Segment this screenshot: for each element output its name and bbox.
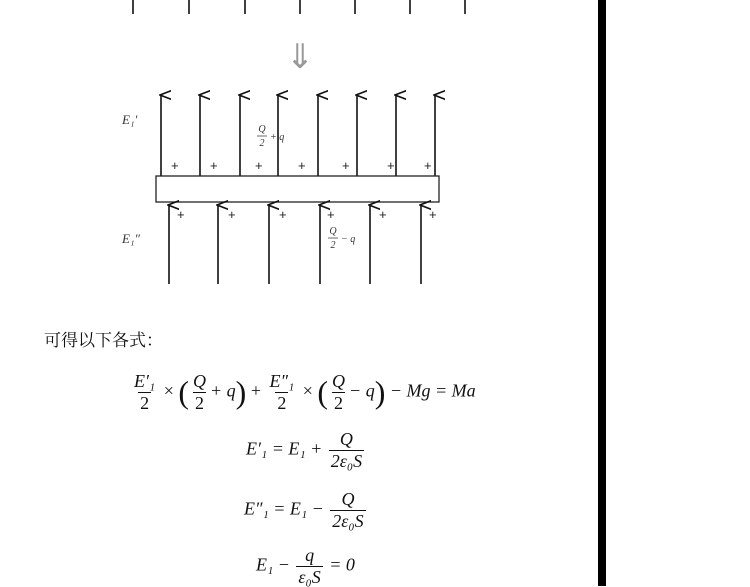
fraction-q-half-a: $\frac{Q}{2}$ [193, 371, 207, 413]
svg-text:2: 2 [259, 138, 265, 149]
top-field-lines [133, 0, 465, 14]
charges-bottom [177, 207, 437, 222]
label-e1-prime: E₁′ [122, 112, 138, 127]
fraction-q-half-b: $\frac{Q}{2}$ [332, 371, 346, 413]
svg-text:2: 2 [330, 240, 336, 251]
svg-text:+: + [342, 158, 350, 173]
svg-text:+: + [327, 207, 335, 222]
bottom-charge-label [328, 226, 355, 251]
equation-e1-zero: E₁ − $\frac{q}{\text{ε₀S}}$ = 0 [256, 545, 355, 587]
svg-text:Q: Q [258, 124, 266, 135]
svg-text:Q: Q [329, 226, 337, 237]
caption-text: 可得以下各式： [44, 331, 163, 351]
page-border-line [598, 0, 606, 586]
top-charge-label [257, 124, 284, 149]
svg-text:+: + [429, 207, 437, 222]
svg-text:+: + [210, 158, 218, 173]
charges-top [171, 158, 432, 173]
svg-text:+: + [379, 207, 387, 222]
svg-text:+: + [171, 158, 179, 173]
svg-text:+: + [177, 207, 185, 222]
svg-text:+: + [255, 158, 263, 173]
svg-text:+ q: + q [270, 132, 285, 143]
right-margin [606, 0, 750, 586]
fraction-e1p-half: $\frac{\text{E′₁}}{2}$ [134, 371, 156, 413]
svg-text:+: + [279, 207, 287, 222]
svg-text:+: + [387, 158, 395, 173]
equation-force-balance: $\frac{\text{E′₁}}{2}$ × ( $\frac{Q}{2}$ + q) + $\frac{\text{E″₁}}{2}$ × ( $\frac{Q}{2}$ − q) − Mg = Ma [134, 371, 476, 413]
field-diagram [0, 0, 598, 320]
svg-text:+: + [298, 158, 306, 173]
svg-text:+: + [228, 207, 236, 222]
charged-plate [156, 176, 439, 202]
label-e1-double-prime: E₁″ [122, 231, 140, 246]
fraction-e1pp-half: $\frac{\text{E″₁}}{2}$ [269, 371, 295, 413]
equation-e1-prime: E′₁ = E₁ + $\frac{Q}{\text{2ε₀S}}$ [246, 429, 363, 471]
svg-text:+: + [424, 158, 432, 173]
svg-text:− q: − q [341, 234, 356, 245]
implication-arrow-icon: ⇓ [285, 37, 315, 77]
equation-e1-double-prime: E″₁ = E₁ − $\frac{Q}{\text{2ε₀S}}$ [244, 489, 364, 531]
